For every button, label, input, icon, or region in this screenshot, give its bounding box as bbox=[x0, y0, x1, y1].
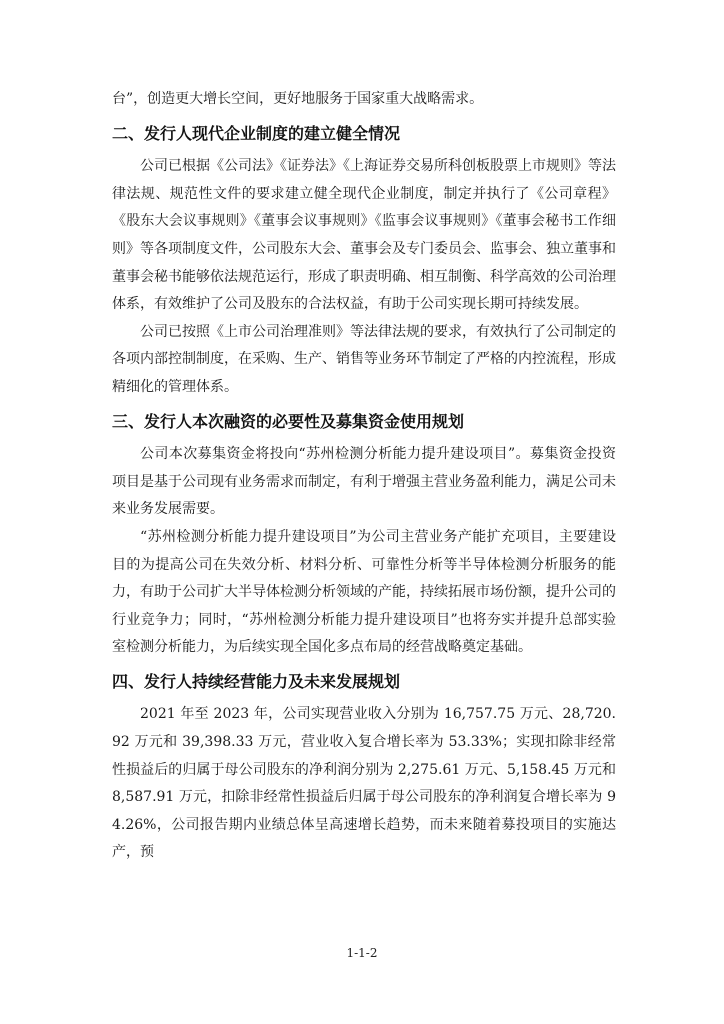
paragraph-continuation: 台”，创造更大增长空间，更好地服务于国家重大战略需求。 bbox=[112, 91, 484, 107]
section-heading-4: 四、发行人持续经营能力及未来发展规划 bbox=[112, 671, 401, 691]
paragraph-financial-performance: 2021 年至 2023 年，公司实现营业收入分别为 16,757.75 万元、28,720.92 万元和 39,398.33 万元，营业收入复合增长率为 53.33%；实现扣除非经常性损益后的归属于母公司股东的净利润分别为 2,275.61 万元、5,158.45 万元和 8,587.91 万元，扣除非经常性损益后归属于母公司股东的净利润复合增长率为 94.26%，公司报告期内业绩总体呈高速增长趋势，而未来随着募投项目的实施达产，预 bbox=[112, 706, 616, 861]
section-heading-2: 二、发行人现代企业制度的建立健全情况 bbox=[112, 123, 401, 143]
page-number: 1-1-2 bbox=[346, 946, 378, 960]
section-heading-3: 三、发行人本次融资的必要性及募集资金使用规划 bbox=[112, 411, 465, 431]
paragraph-fund-investment: 公司本次募集资金将投向“苏州检测分析能力提升建设项目”。募集资金投资项目是基于公司现有业务需求而制定，有利于增强主营业务盈利能力，满足公司未来业务发展需要。 bbox=[112, 446, 616, 518]
document-body bbox=[112, 86, 616, 867]
paragraph-corporate-system: 公司已根据《公司法》《证券法》《上海证券交易所科创板股票上市规则》等法律法规、规范性文件的要求建立健全现代企业制度，制定并执行了《公司章程》《股东大会议事规则》《董事会议事规则》《监事会议事规则》《董事会秘书工作细则》等各项制度文件，公司股东大会、董事会及专门委员会、监事会、独立董事和董事会秘书能够依法规范运行，形成了职责明确、相互制衡、科学高效的公司治理体系，有效维护了公司及股东的合法权益，有助于公司实现长期可持续发展。 bbox=[112, 158, 616, 313]
paragraph-project-description: “苏州检测分析能力提升建设项目”为公司主营业务产能扩充项目，主要建设目的为提高公司在失效分析、材料分析、可靠性分析等半导体检测分析服务的能力，有助于公司扩大半导体检测分析领域的产能，持续拓展市场份额，提升公司的行业竞争力；同时，“苏州检测分析能力提升建设项目”也将夯实并提升总部实验室检测分析能力，为后续实现全国化多点布局的经营战略奠定基础。 bbox=[112, 528, 616, 656]
paragraph-internal-control: 公司已按照《上市公司治理准则》等法律法规的要求，有效执行了公司制定的各项内部控制制度，在采购、生产、销售等业务环节制定了严格的内控流程，形成精细化的管理体系。 bbox=[112, 323, 616, 395]
